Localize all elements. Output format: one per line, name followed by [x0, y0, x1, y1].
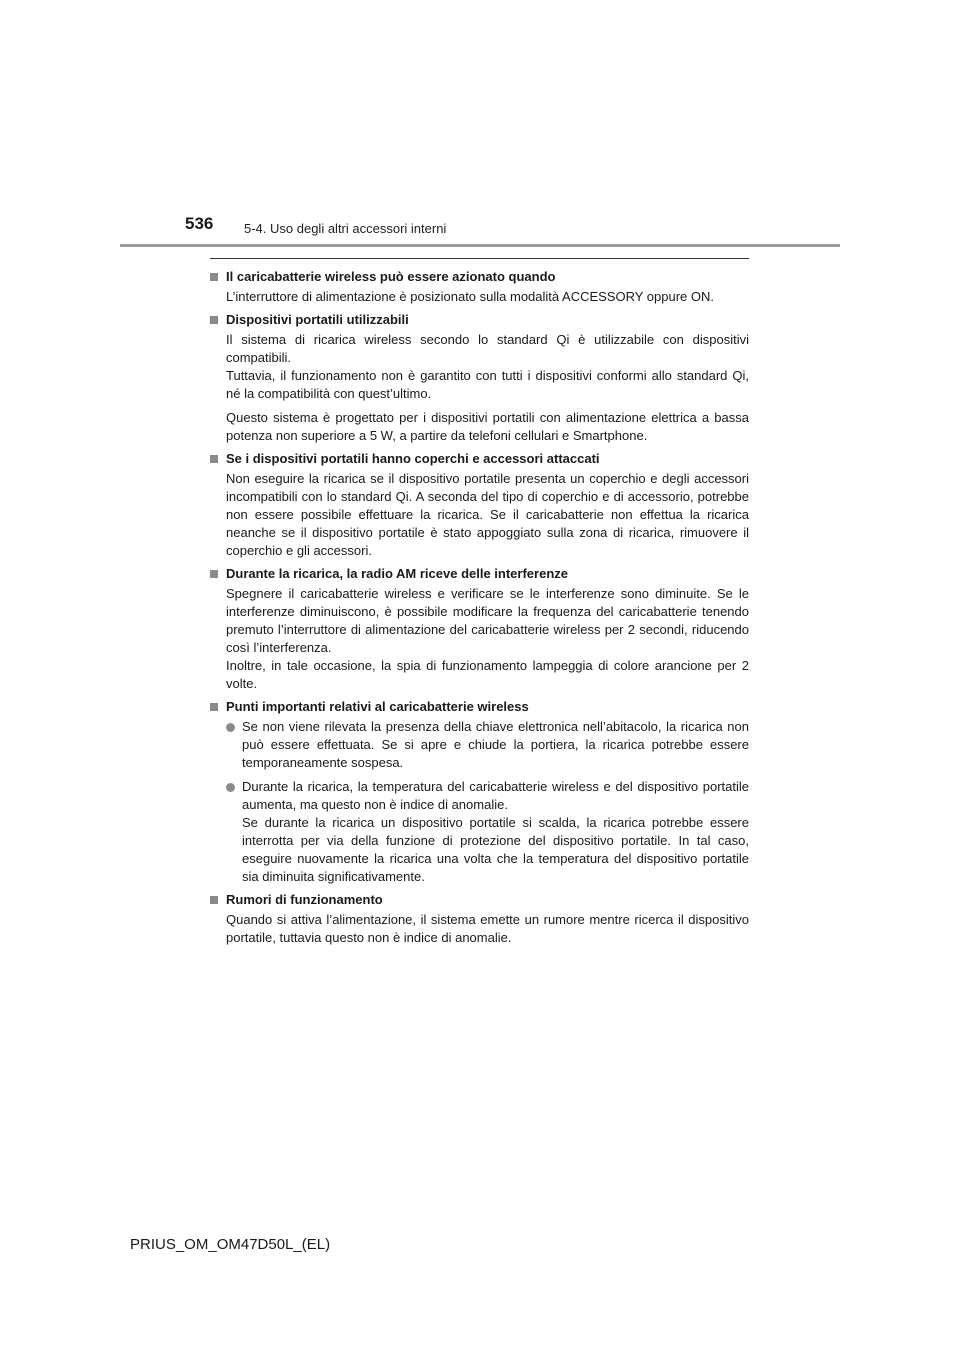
content [210, 268, 749, 952]
heading-text: Rumori di funzionamento [226, 892, 383, 907]
section-heading [210, 891, 749, 909]
section-heading [210, 268, 749, 286]
page-number: 536 [185, 214, 214, 233]
square-bullet-icon [210, 316, 218, 324]
header-rule [120, 244, 840, 247]
list-item [226, 778, 749, 886]
section-am-interference [210, 565, 749, 693]
list-item-text: Se non viene rilevata la presenza della chiave elettronica nell’abitacolo, la ricarica non può essere effettuata. Se si apre e chiude la portiera, la ricarica potrebbe essere temporaneamente sospesa. [242, 719, 749, 770]
section-important-points [210, 698, 749, 886]
circle-bullet-icon [226, 783, 235, 792]
section-usable-devices [210, 311, 749, 445]
heading-text: Se i dispositivi portatili hanno coperchi e accessori attaccati [226, 451, 600, 466]
heading-text: Punti importanti relativi al caricabatterie wireless [226, 699, 529, 714]
paragraph: Quando si attiva l’alimentazione, il sistema emette un rumore mentre ricerca il dispositivo portatile, tuttavia questo non è indice di anomalie. [226, 912, 749, 945]
square-bullet-icon [210, 570, 218, 578]
paragraph: Questo sistema è progettato per i dispositivi portatili con alimentazione elettrica a bassa potenza non superiore a 5 W, a partire da telefoni cellulari e Smartphone. [226, 410, 749, 443]
heading-text: Il caricabatterie wireless può essere azionato quando [226, 269, 556, 284]
list-item-text: Durante la ricarica, la temperatura del caricabatterie wireless e del dispositivo portatile aumenta, ma questo non è indice di anomalie. Se durante la ricarica un dispositivo portatile si scalda, la ricarica potrebbe essere interrotta per via della funzione di protezione del dispositivo portatile. In tal caso, eseguire nuovamente la ricarica una volta che la temperatura del dispositivo portatile sia diminuita significativamente. [242, 779, 749, 884]
section-heading [210, 450, 749, 468]
doc-code: PRIUS_OM_OM47D50L_(EL) [130, 1236, 331, 1253]
section-title: 5-4. Uso degli altri accessori interni [244, 221, 447, 236]
list-item [226, 718, 749, 772]
section-charging-conditions [210, 268, 749, 306]
heading-text: Dispositivi portatili utilizzabili [226, 312, 409, 327]
square-bullet-icon [210, 703, 218, 711]
square-bullet-icon [210, 896, 218, 904]
paragraph: Il sistema di ricarica wireless secondo lo standard Qi è utilizzabile con dispositivi compatibili. Tuttavia, il funzionamento non è garantito con tutti i dispositivi conformi allo standard Qi, né la compatibilità con quest’ultimo. [226, 332, 749, 401]
paragraph: Spegnere il caricabatterie wireless e verificare se le interferenze sono diminuite. Se le interferenze diminuiscono, è possibile modificare la frequenza del caricabatterie tenendo premuto l’interruttore di alimentazione del caricabatterie wireless per 2 secondi, riducendo così l’interferenza. Inoltre, in tale occasione, la spia di funzionamento lampeggia di colore arancione per 2 volte. [226, 586, 749, 691]
section-heading [210, 698, 749, 716]
content-rule [210, 258, 749, 259]
square-bullet-icon [210, 455, 218, 463]
heading-text: Durante la ricarica, la radio AM riceve delle interferenze [226, 566, 568, 581]
circle-bullet-icon [226, 723, 235, 732]
section-covers-accessories [210, 450, 749, 560]
section-heading [210, 311, 749, 329]
paragraph: L’interruttore di alimentazione è posizionato sulla modalità ACCESSORY oppure ON. [226, 289, 715, 304]
paragraph: Non eseguire la ricarica se il dispositivo portatile presenta un coperchio e degli accessori incompatibili con lo standard Qi. A seconda del tipo di coperchio e di accessorio, potrebbe non essere possibile effettuare la ricarica. Se il caricabatterie non effettua la ricarica neanche se il dispositivo portatile è stato appoggiato sulla zona di ricarica, rimuovere il coperchio e gli accessori. [226, 471, 749, 558]
square-bullet-icon [210, 273, 218, 281]
section-heading [210, 565, 749, 583]
section-operating-noise [210, 891, 749, 947]
